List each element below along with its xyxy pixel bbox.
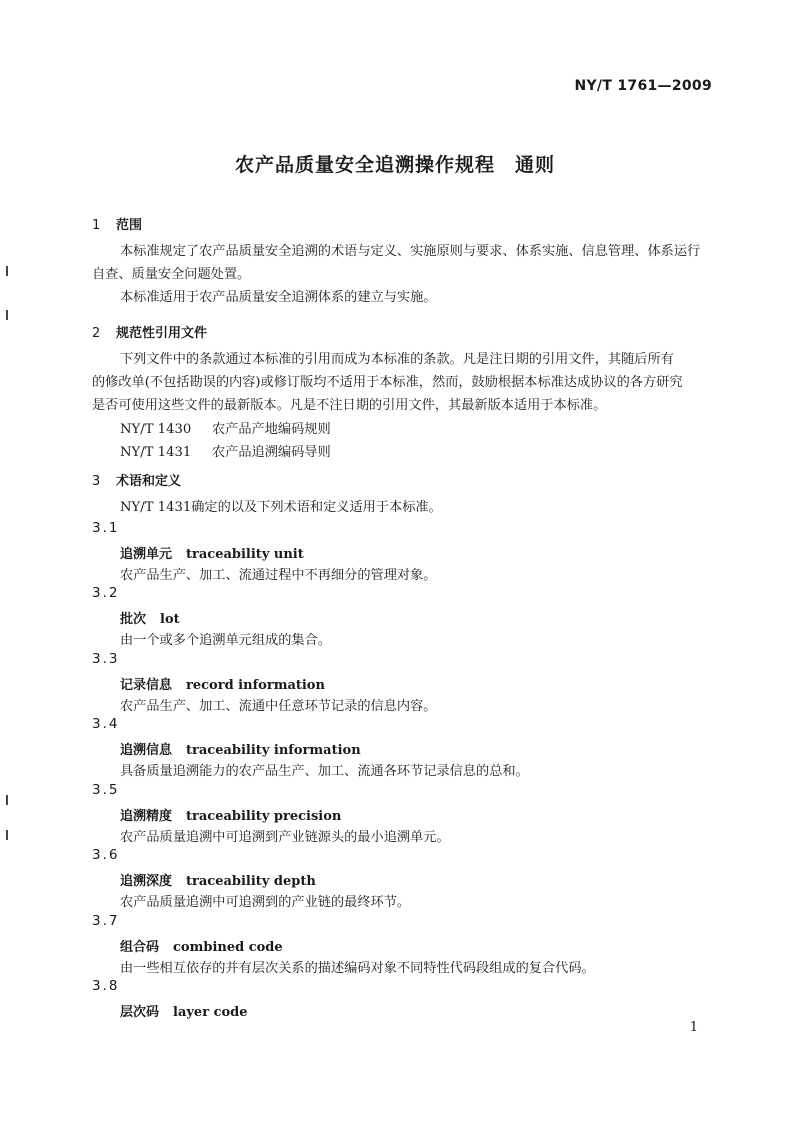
paragraph-line: 本标准适用于农产品质量安全追溯体系的建立与实施。 xyxy=(120,290,437,305)
term-definition: 农产品质量追溯中可追溯到的产业链的最终环节。 xyxy=(120,895,411,910)
section-number: 3 xyxy=(92,474,101,489)
clause-number: 3.8 xyxy=(92,978,120,994)
term-chinese: 组合码 xyxy=(120,940,160,955)
term-english: layer code xyxy=(173,1005,248,1020)
reference-code: NY/T 1430 xyxy=(120,422,192,437)
term-entry xyxy=(120,936,283,955)
reference-title: 农产品产地编码规则 xyxy=(212,422,331,437)
term-definition: 由一些相互依存的并有层次关系的描述编码对象不同特性代码段组成的复合代码。 xyxy=(120,961,595,976)
standard-code: NY/T 1761—2009 xyxy=(574,78,712,94)
paragraph-line: 的修改单(不包括勘误的内容)或修订版均不适用于本标准，然而，鼓励根据本标准达成协议的各方研究 xyxy=(92,375,683,390)
clause-number: 3.2 xyxy=(92,585,120,601)
term-english: traceability precision xyxy=(186,809,342,824)
term-chinese: 记录信息 xyxy=(120,678,173,693)
reference-item xyxy=(120,418,331,437)
term-definition: 农产品质量追溯中可追溯到产业链源头的最小追溯单元。 xyxy=(120,830,450,845)
scan-edge-mark xyxy=(6,310,8,320)
section-title: 术语和定义 xyxy=(116,474,182,489)
term-chinese: 追溯信息 xyxy=(120,743,173,758)
reference-item xyxy=(120,441,331,460)
scan-edge-mark xyxy=(6,795,8,805)
term-chinese: 追溯深度 xyxy=(120,874,173,889)
term-entry xyxy=(120,543,304,562)
term-entry xyxy=(120,870,316,889)
term-english: lot xyxy=(160,612,180,627)
clause-number: 3.4 xyxy=(92,716,120,732)
scan-edge-mark xyxy=(6,266,8,276)
term-chinese: 追溯单元 xyxy=(120,547,173,562)
term-entry xyxy=(120,608,180,627)
clause-number: 3.5 xyxy=(92,782,120,798)
term-definition: 由一个或多个追溯单元组成的集合。 xyxy=(120,633,331,648)
term-english: combined code xyxy=(173,940,283,955)
section-heading xyxy=(92,214,142,233)
term-chinese: 批次 xyxy=(120,612,147,627)
term-definition: 具备质量追溯能力的农产品生产、加工、流通各环节记录信息的总和。 xyxy=(120,764,529,779)
paragraph-line: NY/T 1431确定的以及下列术语和定义适用于本标准。 xyxy=(120,500,442,515)
document-title: 农产品质量安全追溯操作规程 通则 xyxy=(234,154,555,176)
clause-number: 3.1 xyxy=(92,520,120,536)
reference-title: 农产品追溯编码导则 xyxy=(212,445,331,460)
term-definition: 农产品生产、加工、流通中任意环节记录的信息内容。 xyxy=(120,699,437,714)
term-entry xyxy=(120,674,325,693)
section-heading xyxy=(92,322,207,341)
term-english: traceability unit xyxy=(186,547,304,562)
section-title: 规范性引用文件 xyxy=(116,326,208,341)
section-number: 1 xyxy=(92,218,101,233)
term-entry xyxy=(120,739,361,758)
clause-number: 3.3 xyxy=(92,651,120,667)
section-heading xyxy=(92,470,181,489)
term-entry xyxy=(120,805,341,824)
clause-number: 3.7 xyxy=(92,913,120,929)
section-title: 范围 xyxy=(116,218,143,233)
scan-edge-mark xyxy=(6,830,8,840)
term-english: traceability information xyxy=(186,743,361,758)
paragraph-line: 本标准规定了农产品质量安全追溯的术语与定义、实施原则与要求、体系实施、信息管理、体系运行 xyxy=(120,244,701,259)
paragraph-line: 是否可使用这些文件的最新版本。凡是不注日期的引用文件，其最新版本适用于本标准。 xyxy=(92,398,607,413)
clause-number: 3.6 xyxy=(92,847,120,863)
paragraph-line: 自查、质量安全问题处置。 xyxy=(92,267,251,282)
reference-code: NY/T 1431 xyxy=(120,445,192,460)
term-english: traceability depth xyxy=(186,874,316,889)
term-chinese: 层次码 xyxy=(120,1005,160,1020)
term-definition: 农产品生产、加工、流通过程中不再细分的管理对象。 xyxy=(120,568,437,583)
page-number: 1 xyxy=(689,1020,698,1035)
term-english: record information xyxy=(186,678,325,693)
section-number: 2 xyxy=(92,326,101,341)
paragraph-line: 下列文件中的条款通过本标准的引用而成为本标准的条款。凡是注日期的引用文件，其随后所有 xyxy=(120,352,674,367)
term-chinese: 追溯精度 xyxy=(120,809,173,824)
term-entry xyxy=(120,1001,248,1020)
